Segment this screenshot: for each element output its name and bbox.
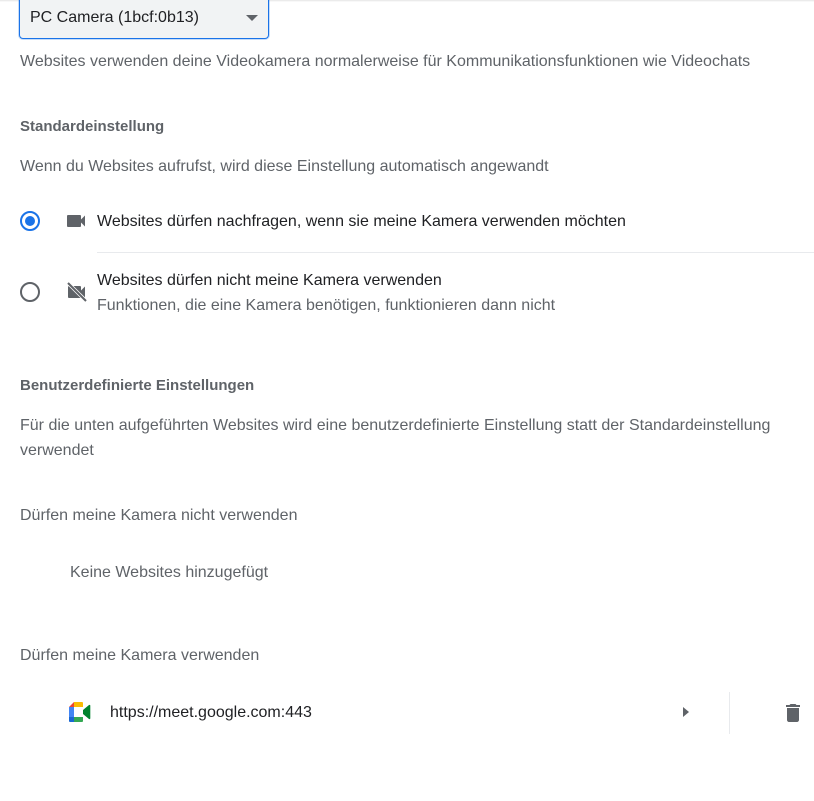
site-details-arrow-icon[interactable] <box>683 707 689 717</box>
option-block-sublabel: Funktionen, die eine Kamera benötigen, funktionieren dann nicht <box>97 297 556 314</box>
blocked-list-heading: Dürfen meine Kamera nicht verwenden <box>20 507 298 524</box>
row-divider <box>729 692 730 734</box>
allowed-list-heading: Dürfen meine Kamera verwenden <box>20 647 260 664</box>
videocam-off-icon <box>65 280 89 304</box>
camera-select-value: PC Camera (1bcf:0b13) <box>30 9 199 26</box>
option-divider <box>97 252 814 253</box>
radio-allow-ask[interactable] <box>20 211 40 231</box>
camera-description: Websites verwenden deine Videokamera normalerweise für Kommunikationsfunktionen wie Videochats <box>20 53 751 70</box>
site-url[interactable]: https://meet.google.com:443 <box>110 704 312 721</box>
custom-settings-subtext-line1: Für die unten aufgeführten Websites wird eine benutzerdefinierte Einstellung statt der Standardeinstellung <box>20 417 771 434</box>
option-allow-ask-label[interactable]: Websites dürfen nachfragen, wenn sie meine Kamera verwenden möchten <box>97 213 626 230</box>
google-meet-icon <box>69 702 91 722</box>
dropdown-arrow-icon <box>246 15 258 21</box>
option-block-label[interactable]: Websites dürfen nicht meine Kamera verwenden <box>97 272 442 289</box>
site-row[interactable] <box>0 688 814 736</box>
camera-select[interactable] <box>19 0 269 39</box>
blocked-list-empty: Keine Websites hinzugefügt <box>70 564 269 581</box>
delete-icon[interactable] <box>781 701 805 725</box>
custom-settings-heading: Benutzerdefinierte Einstellungen <box>20 377 255 394</box>
default-setting-heading: Standardeinstellung <box>20 118 165 135</box>
custom-settings-subtext-line2: verwendet <box>20 442 94 459</box>
default-setting-subtext: Wenn du Websites aufrufst, wird diese Einstellung automatisch angewandt <box>20 158 549 175</box>
radio-block[interactable] <box>20 282 40 302</box>
videocam-icon <box>65 209 89 233</box>
